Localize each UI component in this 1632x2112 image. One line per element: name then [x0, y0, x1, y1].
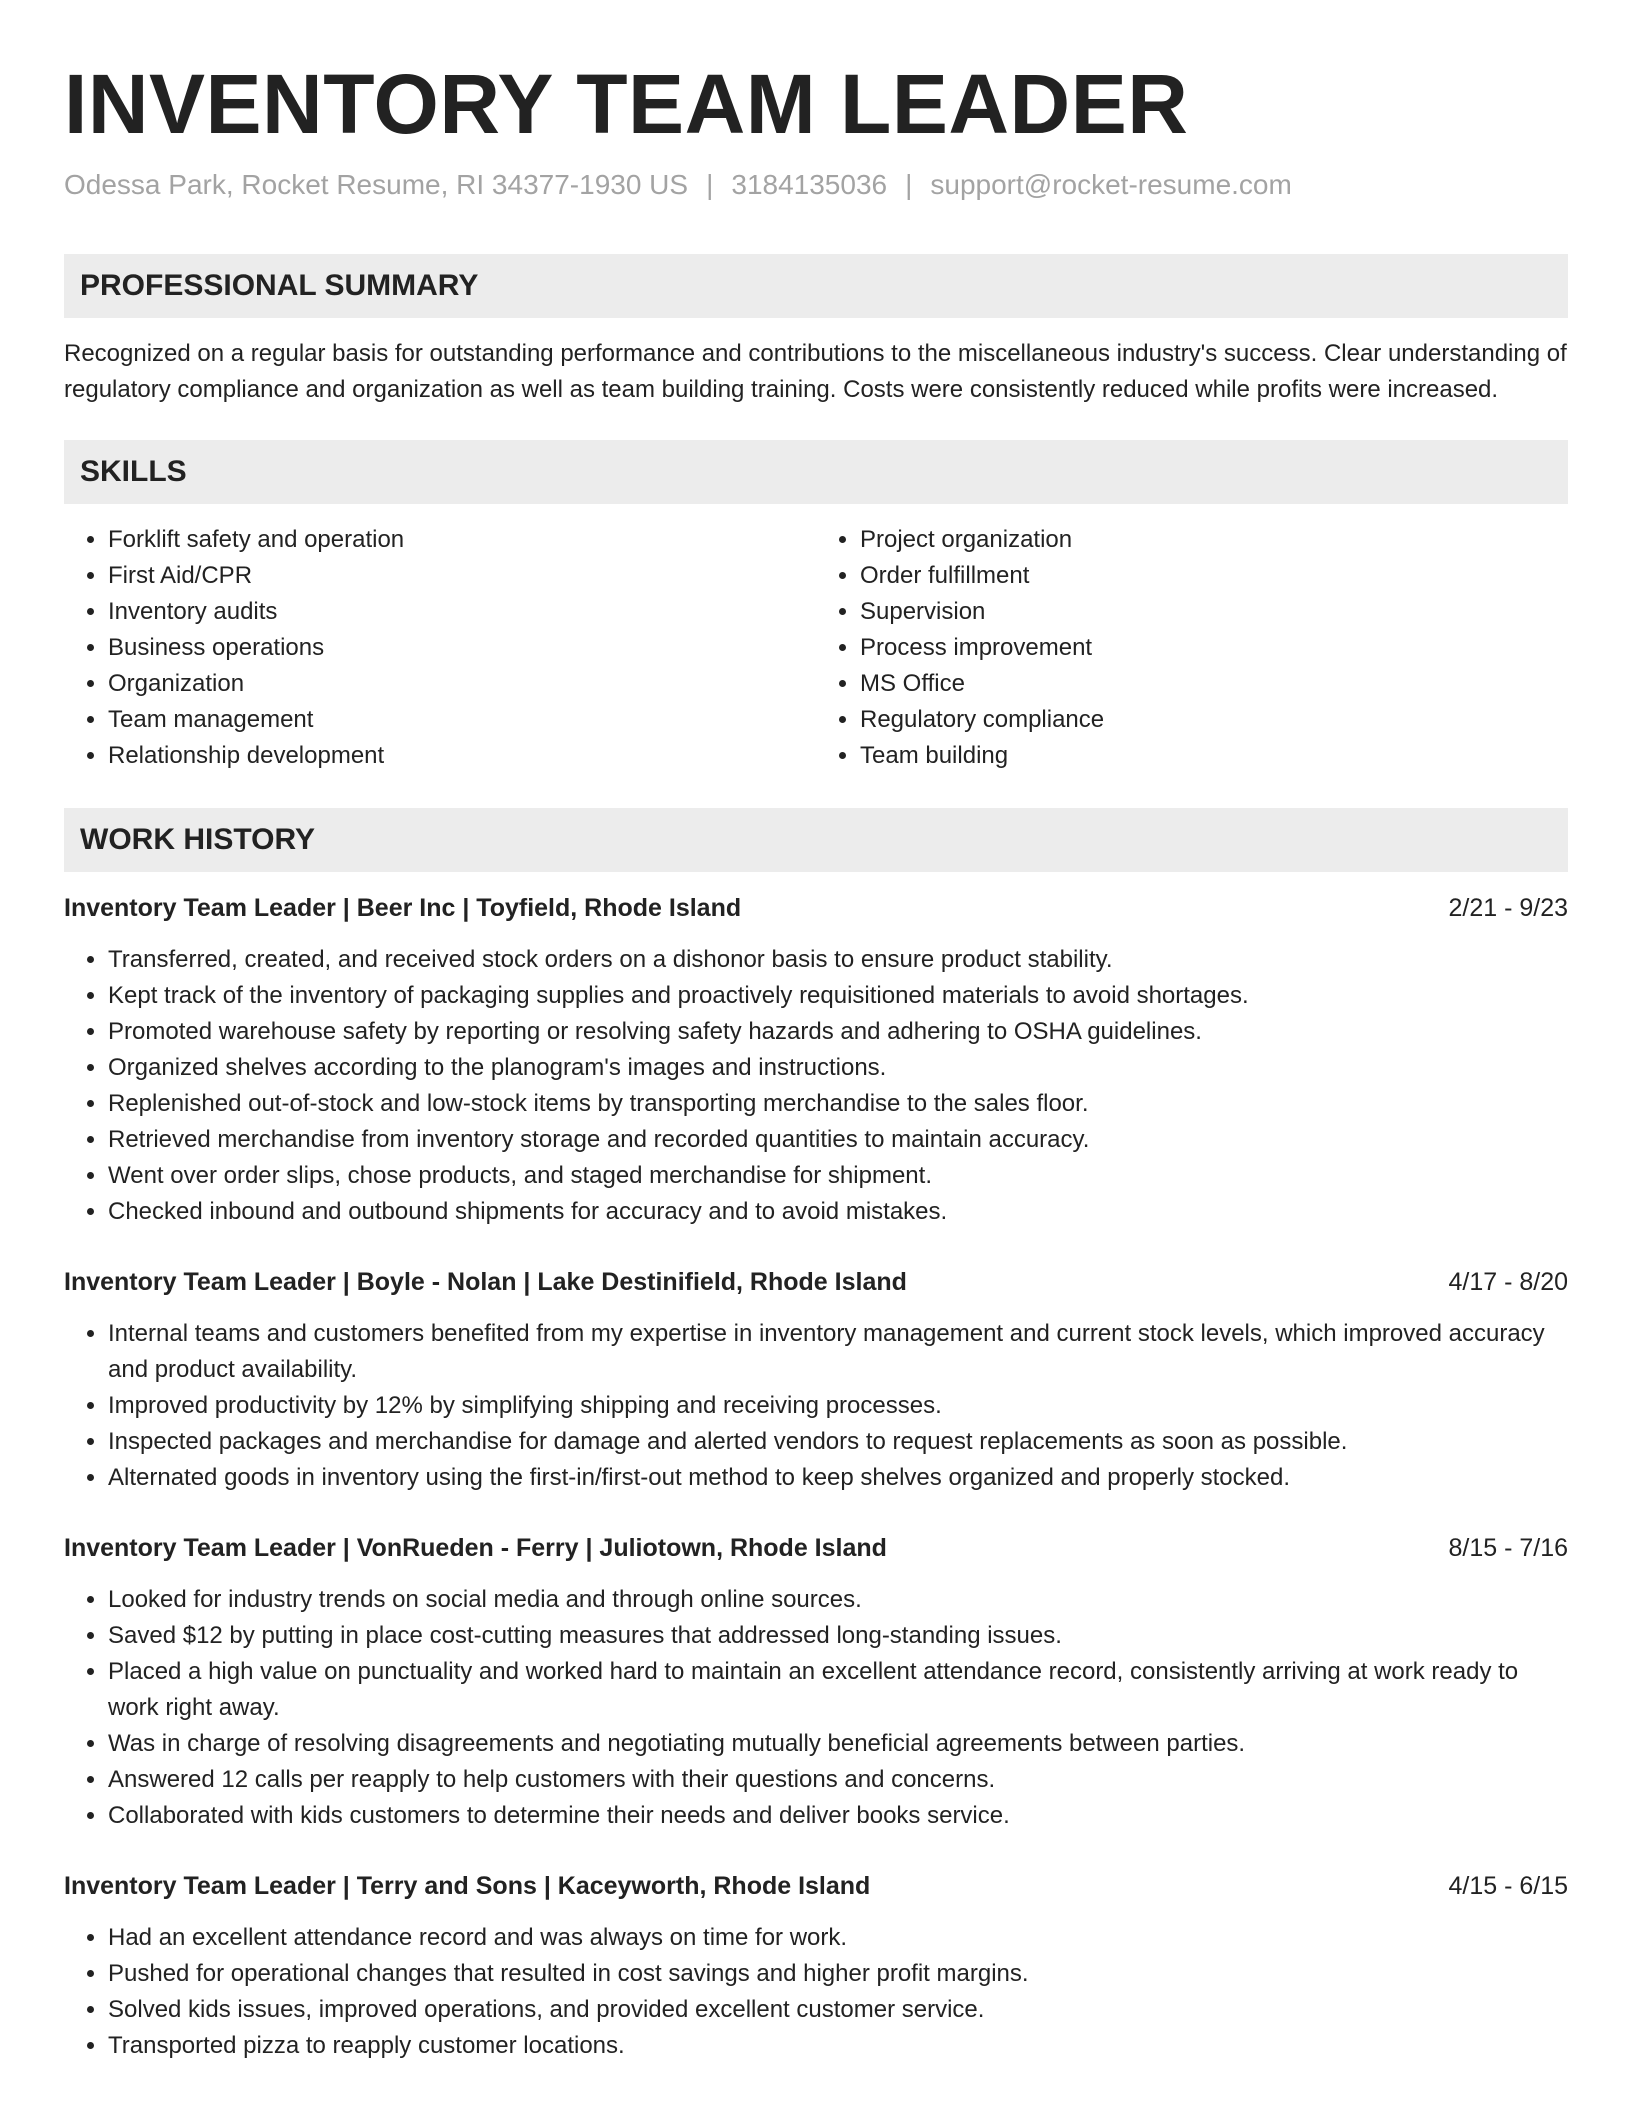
- skill-item: • Inventory audits: [108, 594, 816, 630]
- job-bullets: [64, 1316, 1568, 1496]
- job-bullet: • Placed a high value on punctuality and worked hard to maintain an excellent attendance record, consistently arriving at work ready to work right away.: [108, 1654, 1568, 1726]
- job-header: [64, 1530, 1568, 1566]
- job-bullet: • Saved $12 by putting in place cost-cutting measures that addressed long-standing issues.: [108, 1618, 1568, 1654]
- job-bullet: • Inspected packages and merchandise for damage and alerted vendors to request replacements as soon as possible.: [108, 1424, 1568, 1460]
- job-bullet: • Retrieved merchandise from inventory storage and recorded quantities to maintain accuracy.: [108, 1122, 1568, 1158]
- job-bullet: • Replenished out-of-stock and low-stock items by transporting merchandise to the sales floor.: [108, 1086, 1568, 1122]
- skills-list: [64, 522, 1568, 774]
- job-dates: 8/15 - 7/16: [1448, 1534, 1568, 1562]
- work-history-heading: WORK HISTORY: [64, 808, 1568, 872]
- summary-heading: PROFESSIONAL SUMMARY: [64, 254, 1568, 318]
- job-title: Inventory Team Leader | Terry and Sons | Kaceyworth, Rhode Island: [64, 1872, 871, 1900]
- job-header: [64, 1868, 1568, 1904]
- contact-line: [64, 168, 1568, 202]
- job-bullet: • Transferred, created, and received stock orders on a dishonor basis to ensure product stability.: [108, 942, 1568, 978]
- job-bullet: • Went over order slips, chose products, and staged merchandise for shipment.: [108, 1158, 1568, 1194]
- job-entry: [64, 1530, 1568, 1834]
- job-bullet: • Pushed for operational changes that resulted in cost savings and higher profit margins.: [108, 1956, 1568, 1992]
- job-dates: 4/17 - 8/20: [1448, 1268, 1568, 1296]
- job-bullet: • Was in charge of resolving disagreements and negotiating mutually beneficial agreements between parties.: [108, 1726, 1568, 1762]
- skill-item: • Relationship development: [108, 738, 816, 774]
- job-entry: [64, 890, 1568, 1230]
- job-bullet: • Internal teams and customers benefited from my expertise in inventory management and current stock levels, which improved accuracy and product availability.: [108, 1316, 1568, 1388]
- resume-title: INVENTORY TEAM LEADER: [64, 57, 1189, 151]
- job-entry: [64, 1264, 1568, 1496]
- job-bullets: [64, 1920, 1568, 2064]
- skill-item: • Order fulfillment: [860, 558, 1568, 594]
- skill-item: • Process improvement: [860, 630, 1568, 666]
- skills-column-left: [64, 522, 816, 774]
- work-history-list: [64, 890, 1568, 2064]
- contact-phone: 3184135036: [731, 169, 888, 200]
- skill-item: • First Aid/CPR: [108, 558, 816, 594]
- skills-column-right: [816, 522, 1568, 774]
- job-bullet: • Checked inbound and outbound shipments for accuracy and to avoid mistakes.: [108, 1194, 1568, 1230]
- job-title: Inventory Team Leader | Boyle - Nolan | Lake Destinifield, Rhode Island: [64, 1268, 907, 1296]
- job-bullet: • Organized shelves according to the planogram's images and instructions.: [108, 1050, 1568, 1086]
- job-bullets: [64, 942, 1568, 1230]
- job-bullet: • Transported pizza to reapply customer locations.: [108, 2028, 1568, 2064]
- job-bullet: • Promoted warehouse safety by reporting or resolving safety hazards and adhering to OSHA guidelines.: [108, 1014, 1568, 1050]
- summary-text: Recognized on a regular basis for outstanding performance and contributions to the miscellaneous industry's success. Clear understanding of regulatory compliance and organization as well as team building training. Costs were consistently reduced while profits were increased.: [64, 340, 1567, 403]
- job-header: [64, 890, 1568, 926]
- contact-separator: |: [706, 169, 714, 200]
- job-bullet: • Improved productivity by 12% by simplifying shipping and receiving processes.: [108, 1388, 1568, 1424]
- job-dates: 4/15 - 6/15: [1448, 1872, 1568, 1900]
- skill-item: • MS Office: [860, 666, 1568, 702]
- contact-separator: |: [905, 169, 913, 200]
- contact-email: support@rocket-resume.com: [930, 169, 1292, 200]
- skill-item: • Project organization: [860, 522, 1568, 558]
- skill-item: • Supervision: [860, 594, 1568, 630]
- contact-address: Odessa Park, Rocket Resume, RI 34377-1930 US: [64, 169, 689, 200]
- job-bullet: • Kept track of the inventory of packaging supplies and proactively requisitioned materials to avoid shortages.: [108, 978, 1568, 1014]
- skill-item: • Team management: [108, 702, 816, 738]
- job-header: [64, 1264, 1568, 1300]
- job-dates: 2/21 - 9/23: [1448, 894, 1568, 922]
- job-bullet: • Collaborated with kids customers to determine their needs and deliver books service.: [108, 1798, 1568, 1834]
- skill-item: • Team building: [860, 738, 1568, 774]
- skill-item: • Regulatory compliance: [860, 702, 1568, 738]
- skill-item: • Forklift safety and operation: [108, 522, 816, 558]
- job-bullets: [64, 1582, 1568, 1834]
- job-bullet: • Alternated goods in inventory using the first-in/first-out method to keep shelves organized and properly stocked.: [108, 1460, 1568, 1496]
- job-bullet: • Answered 12 calls per reapply to help customers with their questions and concerns.: [108, 1762, 1568, 1798]
- skill-item: • Business operations: [108, 630, 816, 666]
- skills-heading: SKILLS: [64, 440, 1568, 504]
- job-bullet: • Looked for industry trends on social media and through online sources.: [108, 1582, 1568, 1618]
- job-title: Inventory Team Leader | Beer Inc | Toyfield, Rhode Island: [64, 894, 742, 922]
- job-bullet: • Had an excellent attendance record and was always on time for work.: [108, 1920, 1568, 1956]
- job-title: Inventory Team Leader | VonRueden - Ferry | Juliotown, Rhode Island: [64, 1534, 887, 1562]
- skill-item: • Organization: [108, 666, 816, 702]
- job-bullet: • Solved kids issues, improved operations, and provided excellent customer service.: [108, 1992, 1568, 2028]
- job-entry: [64, 1868, 1568, 2064]
